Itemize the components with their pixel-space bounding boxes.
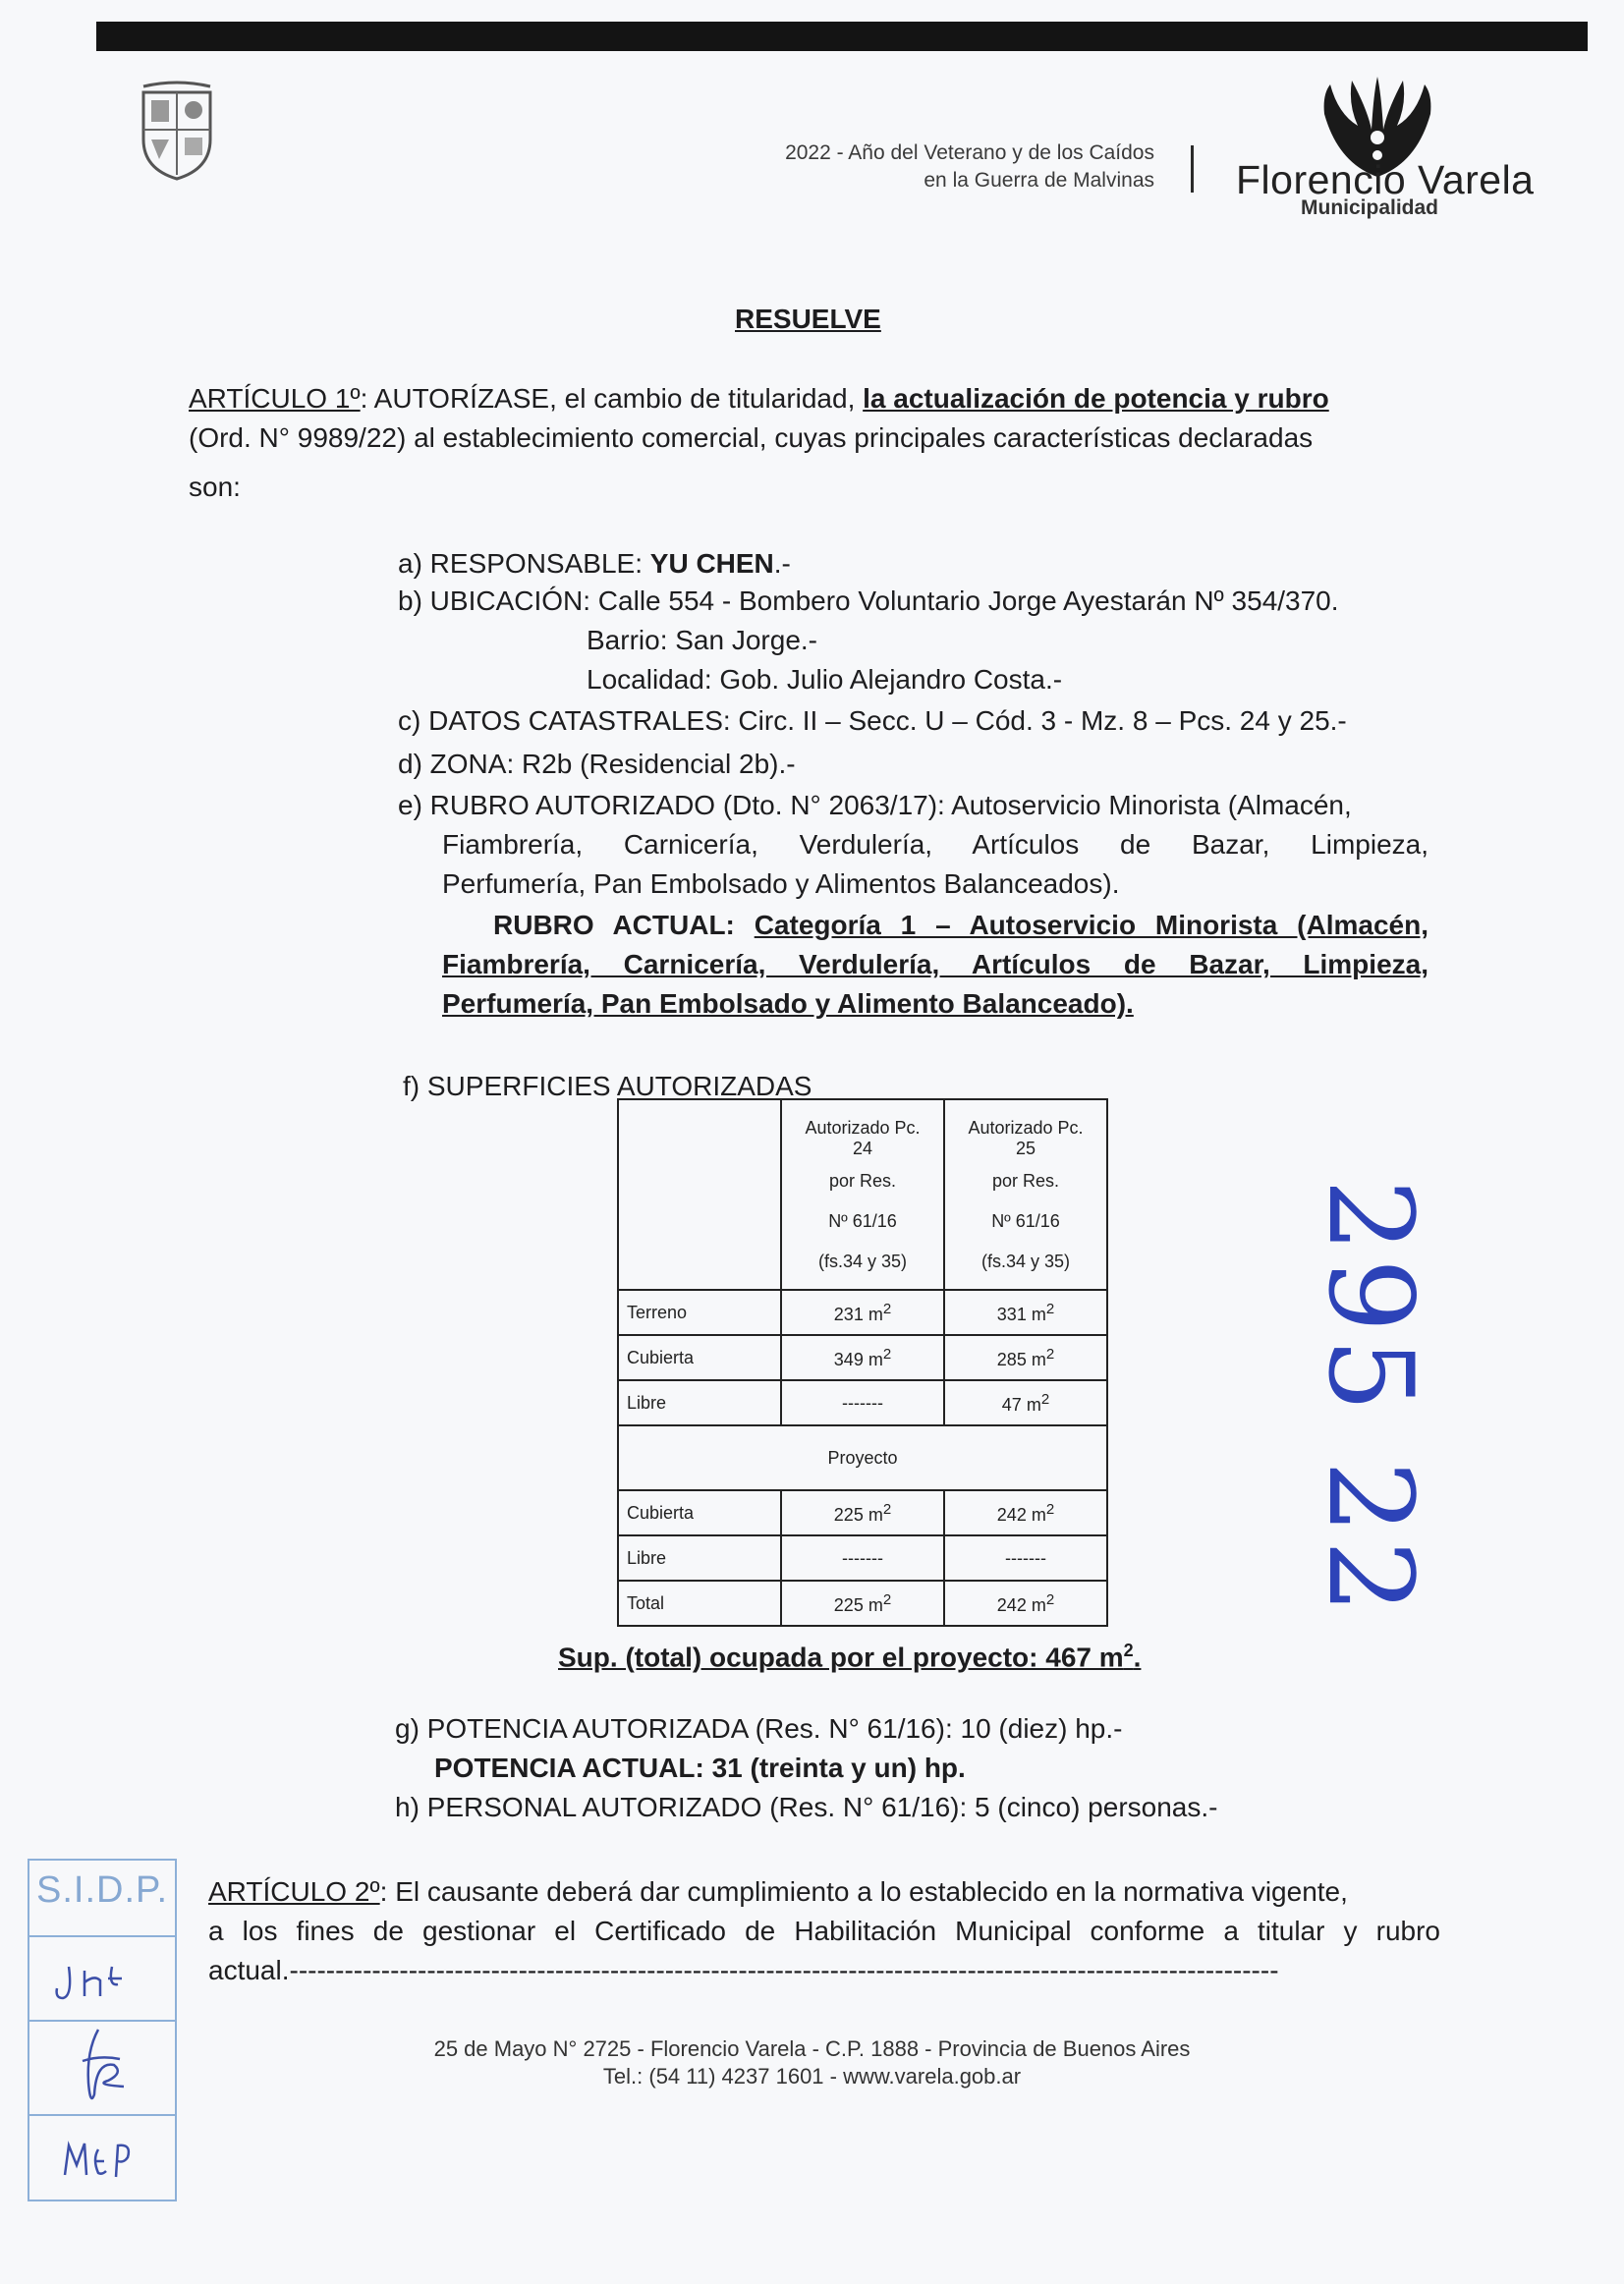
item-a-end: .-: [773, 548, 791, 579]
stamp-number-text: 295 22: [1303, 1179, 1438, 1620]
rubro-actual-value: Categoría 1 – Autoservicio Minorista (Almacén,: [754, 910, 1428, 940]
table-header-pc24: [781, 1099, 944, 1290]
article-2-label: ARTÍCULO 2º: [208, 1876, 380, 1907]
sup-total: Sup. (total) ocupada por el proyecto: 467 $m^2$.: [558, 1641, 1142, 1673]
cell-pc25: 331 $m^2$: [944, 1290, 1107, 1335]
item-h: h) PERSONAL AUTORIZADO (Res. N° 61/16): 5 (cinco) personas.-: [395, 1792, 1218, 1822]
item-e-line-1: e) RUBRO AUTORIZADO (Dto. N° 2063/17): Autoservicio Minorista (Almacén,: [398, 790, 1352, 820]
table-header-pc25: [944, 1099, 1107, 1290]
table-row: [618, 1535, 1107, 1581]
logo-name: Florencio Varela: [1236, 157, 1535, 202]
header-pc24-l2: 24: [852, 1138, 873, 1158]
footer-contact: Tel.: (54 11) 4237 1601 - www.varela.gob.ar: [602, 2064, 1022, 2089]
rubro-actual-line-3: Perfumería, Pan Embolsado y Alimento Balanceado).: [442, 988, 1134, 1019]
article-1-highlight: la actualización de potencia y rubro: [863, 383, 1329, 414]
table-row: [618, 1581, 1107, 1626]
cell-pc25: 242 $m^2$: [944, 1490, 1107, 1535]
handwritten-stamp-number: [1269, 1149, 1446, 1621]
top-bar: [96, 22, 1588, 51]
article-1-line-1: [189, 379, 1329, 418]
cell-pc25: 47 $m^2$: [944, 1380, 1107, 1425]
row-label: Cubierta: [618, 1490, 781, 1535]
item-f: f) SUPERFICIES AUTORIZADAS: [403, 1071, 812, 1101]
header-pc24-l3: por Res.: [828, 1170, 897, 1191]
item-e-line-2: Fiambrería, Carnicería, Verdulería, Artículos de Bazar, Limpieza,: [442, 829, 1428, 860]
motto-line-2: en la Guerra de Malvinas: [924, 169, 1154, 192]
table-row: [618, 1290, 1107, 1335]
row-label: Cubierta: [618, 1335, 781, 1380]
header-pc25-l3: por Res.: [991, 1170, 1060, 1191]
item-e-line-3: Perfumería, Pan Embolsado y Alimentos Balanceados).: [442, 868, 1120, 899]
superficies-table: [617, 1098, 1108, 1627]
row-label: Libre: [618, 1535, 781, 1581]
table-row: [618, 1490, 1107, 1535]
sidp-label: S.I.D.P.: [29, 1861, 175, 1937]
item-b-line-1: b) UBICACIÓN: Calle 554 - Bombero Voluntario Jorge Ayestarán Nº 354/370.: [398, 585, 1339, 616]
article-2-line-2: a los fines de gestionar el Certificado de Habilitación Municipal conforme a titular y rubro: [208, 1916, 1440, 1946]
header-motto: [785, 139, 1154, 195]
table-section-row: [618, 1425, 1107, 1490]
logo-subtitle: Municipalidad: [1301, 196, 1439, 219]
item-b-line-3: Localidad: Gob. Julio Alejandro Costa.-: [587, 664, 1063, 695]
article-1-line-3: son:: [189, 472, 241, 502]
header-pc24-l4: Nº 61/16: [828, 1210, 897, 1231]
resolution-title: RESUELVE: [735, 304, 881, 334]
cell-pc24: -------: [781, 1535, 944, 1581]
item-a-label: a) RESPONSABLE:: [398, 548, 650, 579]
header-pc24-l1: Autorizado Pc.: [805, 1117, 921, 1138]
header-pc25-l1: Autorizado Pc.: [968, 1117, 1084, 1138]
rubro-actual-label: RUBRO ACTUAL:: [493, 910, 755, 940]
responsable-name: YU CHEN: [649, 548, 774, 579]
item-b-line-2: Barrio: San Jorge.-: [587, 625, 817, 655]
item-c: c) DATOS CATASTRALES: Circ. II – Secc. U – Cód. 3 - Mz. 8 – Pcs. 24 y 25.-: [398, 705, 1347, 736]
handwritten-initials-2-icon: [29, 2116, 171, 2195]
cell-pc25: -------: [944, 1535, 1107, 1581]
article-2-text: : El causante deberá dar cumplimiento a lo establecido en la normativa vigente,: [379, 1876, 1348, 1907]
table-row: [618, 1380, 1107, 1425]
cell-pc24: -------: [781, 1380, 944, 1425]
header-pc24-l5: (fs.34 y 35): [817, 1251, 908, 1271]
row-label: Total: [618, 1581, 781, 1626]
handwritten-initials-icon: [29, 1937, 171, 2020]
cell-pc25: 242 $m^2$: [944, 1581, 1107, 1626]
row-label: Libre: [618, 1380, 781, 1425]
row-label: Terreno: [618, 1290, 781, 1335]
article-1-text: : AUTORÍZASE, el cambio de titularidad,: [360, 383, 864, 414]
table-row: [618, 1335, 1107, 1380]
header-pc25-l2: 25: [1015, 1138, 1036, 1158]
proyecto-label: Proyecto: [618, 1425, 1107, 1490]
item-a: [398, 544, 791, 584]
article-1-label: ARTÍCULO 1º: [189, 383, 361, 414]
header-divider: [1191, 145, 1194, 193]
municipal-crest-icon: [138, 79, 216, 181]
article-1-line-2: (Ord. N° 9989/22) al establecimiento comercial, cuyas principales características declaradas: [189, 422, 1314, 453]
header-pc25-l4: Nº 61/16: [991, 1210, 1060, 1231]
cell-pc24: 225 $m^2$: [781, 1490, 944, 1535]
sidp-stamp: [28, 1859, 177, 2201]
item-g: g) POTENCIA AUTORIZADA (Res. N° 61/16): 10 (diez) hp.-: [395, 1713, 1123, 1744]
rubro-actual-line-1: [493, 906, 1428, 945]
footer-address: 25 de Mayo N° 2725 - Florencio Varela - C.P. 1888 - Provincia de Buenos Aires: [433, 2036, 1191, 2061]
header-pc25-l5: (fs.34 y 35): [980, 1251, 1071, 1271]
rubro-actual-line-2: Fiambrería, Carnicería, Verdulería, Artículos de Bazar, Limpieza,: [442, 949, 1428, 979]
article-2-line-1: [208, 1872, 1348, 1912]
article-2-line-3: actual.------------------------------------------------------------------------------------------------------------: [208, 1955, 1279, 1985]
cell-pc24: 349 $m^2$: [781, 1335, 944, 1380]
sidp-initials-cell: [29, 1937, 175, 2022]
cell-pc24: 225 $m^2$: [781, 1581, 944, 1626]
motto-line-1: 2022 - Año del Veterano y de los Caídos: [785, 141, 1154, 164]
sidp-initials-2-cell: [29, 2116, 175, 2195]
cell-pc25: 285 $m^2$: [944, 1335, 1107, 1380]
item-d: d) ZONA: R2b (Residencial 2b).-: [398, 749, 796, 779]
potencia-actual: POTENCIA ACTUAL: 31 (treinta y un) hp.: [434, 1753, 966, 1783]
cell-pc24: 231 $m^2$: [781, 1290, 944, 1335]
table-corner: [618, 1099, 781, 1290]
